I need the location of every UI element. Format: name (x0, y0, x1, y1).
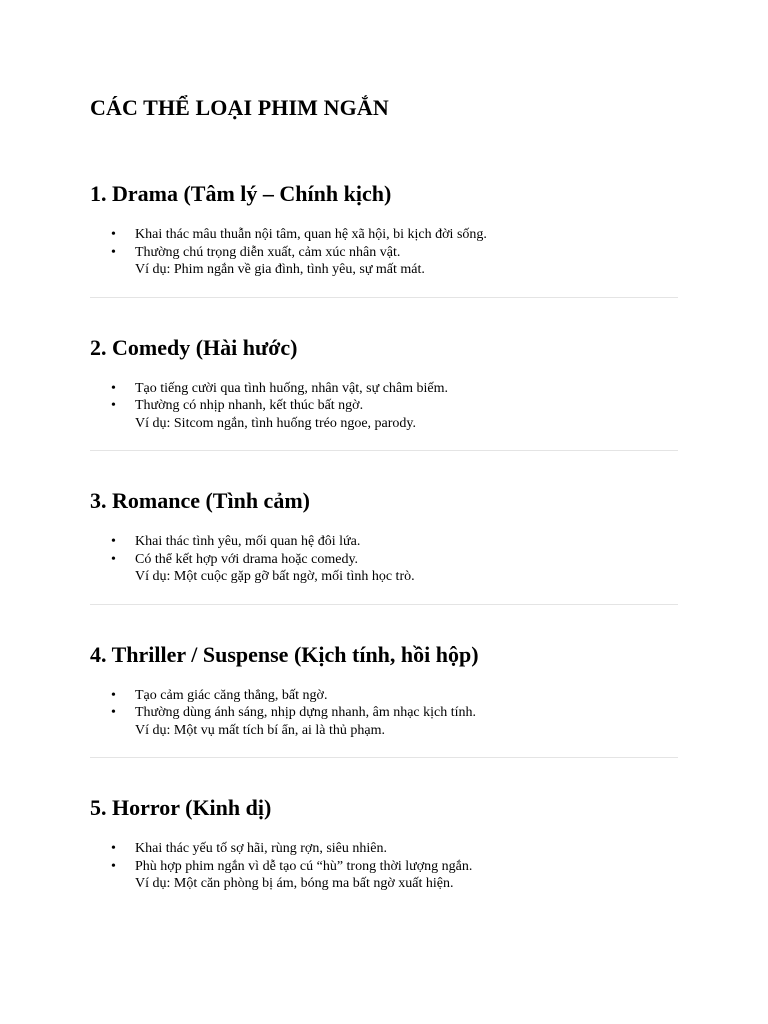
list-item (90, 533, 678, 551)
list-item (90, 244, 678, 262)
list-item-text: Thường dùng ánh sáng, nhịp dựng nhanh, âm nhạc kịch tính. (135, 705, 477, 720)
list-item (90, 551, 678, 569)
bullet-icon: • (111, 687, 116, 703)
bullet-icon: • (111, 841, 116, 856)
list-item-text: Phù hợp phim ngắn vì dễ tạo cú “hù” trong thời lượng ngắn. (135, 858, 473, 874)
list-item-text: Tạo cảm giác căng thẳng, bất ngờ. (135, 687, 328, 703)
list-item (90, 840, 678, 858)
bullet-icon: • (111, 398, 116, 413)
example-text: Ví dụ: Sitcom ngắn, tình huống tréo ngoe, parody. (135, 415, 416, 431)
bullet-list (90, 380, 678, 415)
list-item (90, 380, 678, 398)
list-item-text: Thường chú trọng diễn xuất, cảm xúc nhân vật. (135, 244, 401, 260)
example-text: Ví dụ: Một căn phòng bị ám, bóng ma bất ngờ xuất hiện. (135, 876, 454, 891)
list-item (90, 858, 678, 876)
bullet-icon: • (111, 705, 116, 720)
section-heading: 5. Horror (Kinh dị) (90, 795, 272, 820)
bullet-list (90, 840, 678, 875)
bullet-icon: • (111, 244, 116, 260)
section-divider (90, 450, 678, 451)
bullet-list (90, 687, 678, 722)
section-thriller (90, 641, 678, 740)
bullet-icon: • (111, 227, 116, 242)
bullet-icon: • (111, 380, 116, 396)
bullet-icon: • (111, 551, 116, 567)
example-text: Ví dụ: Phim ngắn về gia đình, tình yêu, sự mất mát. (135, 262, 425, 277)
section-romance (90, 487, 678, 586)
bullet-icon: • (111, 858, 116, 874)
list-item-text: Khai thác yếu tố sợ hãi, rùng rợn, siêu nhiên. (135, 841, 387, 856)
list-item (90, 226, 678, 244)
page-title: CÁC THỂ LOẠI PHIM NGẮN (90, 95, 389, 120)
section-heading: 2. Comedy (Hài hước) (90, 334, 298, 360)
list-item (90, 397, 678, 415)
list-item (90, 704, 678, 722)
section-heading: 4. Thriller / Suspense (Kịch tính, hồi hộp) (90, 641, 479, 667)
list-item-text: Có thể kết hợp với drama hoặc comedy. (135, 551, 359, 567)
section-heading: 3. Romance (Tình cảm) (90, 488, 310, 513)
list-item (90, 687, 678, 705)
list-item-text: Khai thác tình yêu, mối quan hệ đôi lứa. (135, 534, 361, 549)
section-divider (90, 757, 678, 758)
example-text: Ví dụ: Một cuộc gặp gỡ bất ngờ, mối tình học trò. (135, 569, 415, 584)
section-drama (90, 180, 678, 279)
list-item-text: Thường có nhịp nhanh, kết thúc bất ngờ. (135, 398, 364, 413)
bullet-icon: • (111, 534, 116, 549)
bullet-list (90, 533, 678, 568)
list-item-text: Tạo tiếng cười qua tình huống, nhân vật, sự châm biếm. (135, 380, 449, 396)
section-heading: 1. Drama (Tâm lý – Chính kịch) (90, 181, 392, 206)
section-horror (90, 794, 678, 893)
bullet-list (90, 226, 678, 261)
list-item-text: Khai thác mâu thuẫn nội tâm, quan hệ xã hội, bi kịch đời sống. (135, 227, 487, 242)
section-comedy (90, 334, 678, 433)
example-text: Ví dụ: Một vụ mất tích bí ẩn, ai là thủ phạm. (135, 722, 386, 738)
section-divider (90, 604, 678, 605)
section-divider (90, 297, 678, 298)
